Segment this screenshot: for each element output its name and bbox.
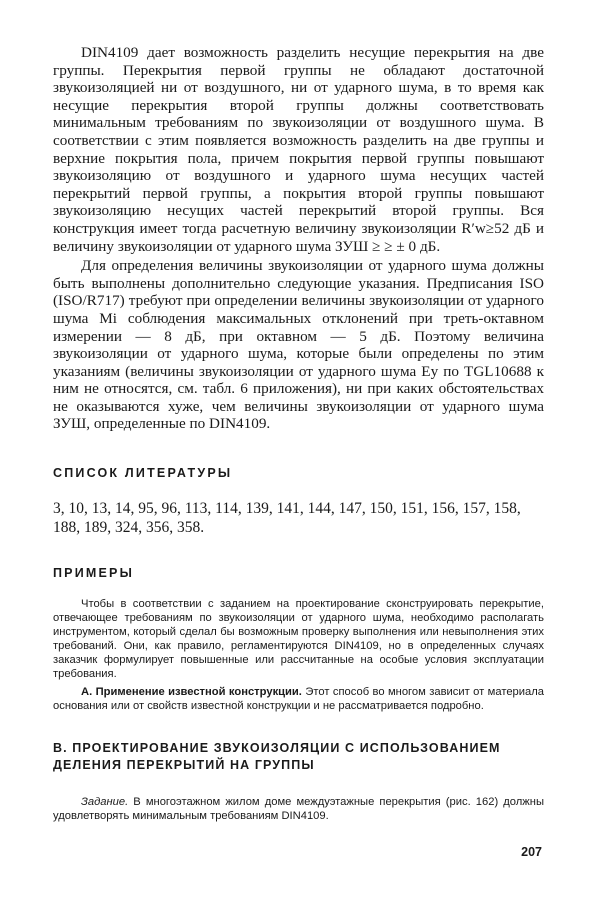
task-text: В многоэтажном жилом доме междуэтажные перекрытия (рис. 162) должны удовлетворять минимальным требованиям DIN4109. xyxy=(53,796,544,823)
examples-section xyxy=(53,566,544,580)
section-b xyxy=(53,740,544,774)
paragraph-din-groups: DIN4109 дает возможность разделить несущие перекрытия на две группы. Перекрытия первой группы не обладают достаточной звукоизоляцией ни от воздушного, ни от ударного шума, в то время как несущие перекрытия второй группы должны соответствовать минимальным требованиям по звукоизоляции от воздушного шума. В соответствии с этим появляется возможность разделить на две группы и верхние покрытия пола, причем покрытия первой группы повышают звукоизоляцию от воздушного и ударного шума несущих частей перекрытий первой группы, а покрытия второй группы повышают звукоизоляцию несущих частей перекрытий второй группы. Вся конструкция имеет тогда расчетную величину звукоизоляции R′w≥52 дБ и величину звукоизоляции от ударного шума ЗУШ ≥ ≥ ± 0 дБ. xyxy=(53,44,544,255)
examples-paragraph: Чтобы в соответствии с заданием на проектирование сконструировать перекрытие, отвечающее требованиям по звукоизоляции от ударного шума, необходимо располагать инструментом, который сделал бы возможным проверку выполнения или невыполнения этих требований. Они, как правило, регламентируются DIN4109, но в определенных случаях заказчик формулирует повышенные или рассчитанные на особые условия эксплуатации требования. xyxy=(53,598,544,681)
task-label: Задание. xyxy=(81,796,129,808)
task-paragraph xyxy=(53,795,544,823)
method-a-title: А. Применение известной конструкции. xyxy=(81,685,302,698)
page-number: 207 xyxy=(521,845,542,859)
body-text-section xyxy=(53,44,544,433)
paragraph-impact-noise: Для определения величины звукоизоляции от ударного шума должны быть выполнены дополнительно следующие указания. Предписания ISO (ISO/R717) требуют при определении величины звукоизоляции от ударного шума Mi соблюдения максимальных отклонений при треть-октавном измерении — 8 дБ, при октавном — 5 дБ. Поэтому величина звукоизоляции от ударного шума, которые были определены по этим указаниям (величины звукоизоляции от ударного шума Ey по TGL10688 к ним не относятся, см. табл. 6 приложения), ни при каких обстоятельствах не оказываются хуже, чем величины звукоизоляции от ударного шума ЗУШ, определенные по DIN4109. xyxy=(53,257,544,433)
literature-section xyxy=(53,466,544,480)
examples-body xyxy=(53,597,544,713)
references-text: 3, 10, 13, 14, 95, 96, 113, 114, 139, 141, 144, 147, 150, 151, 156, 157, 158, 188, 189, 324, 356, 358. xyxy=(53,500,521,536)
task-block xyxy=(53,795,544,823)
section-b-heading: B. ПРОЕКТИРОВАНИЕ ЗВУКОИЗОЛЯЦИИ С ИСПОЛЬЗОВАНИЕМ ДЕЛЕНИЯ ПЕРЕКРЫТИЙ НА ГРУППЫ xyxy=(53,741,501,772)
examples-heading: ПРИМЕРЫ xyxy=(53,566,135,580)
method-a-paragraph xyxy=(53,685,544,713)
references-list xyxy=(53,499,544,537)
method-a-text: Этот способ во многом зависит от материала основания или от свойств известной конструкции и не рассматривается подробно. xyxy=(53,685,544,712)
literature-heading: СПИСОК ЛИТЕРАТУРЫ xyxy=(53,466,233,480)
